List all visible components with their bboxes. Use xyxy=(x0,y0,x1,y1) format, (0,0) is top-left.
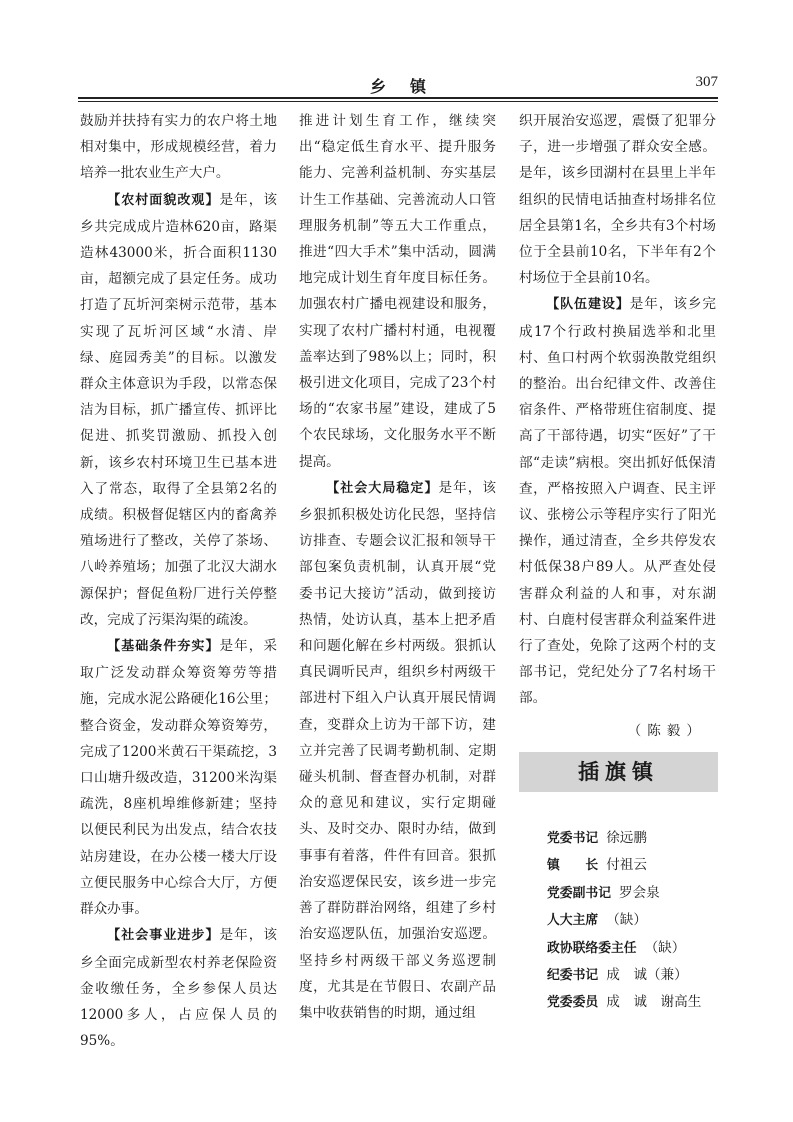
section-team-building xyxy=(519,291,716,711)
staff-role: 镇 长 xyxy=(547,858,599,874)
staff-row xyxy=(547,989,722,1016)
author-signature: （陈毅） xyxy=(627,722,706,739)
staff-row xyxy=(547,935,722,962)
staff-role: 党委委员 xyxy=(547,995,599,1011)
section-text: 是年，该乡全面完成新型农村养老保险资金收缴任务，全乡参保人员达12000多人，占应保人员的95%。 xyxy=(80,927,277,1050)
staff-name: 罗会泉 xyxy=(618,884,660,901)
section-text: 是年，采取广泛发动群众筹资筹劳等措施，完成水泥公路硬化16公里；整合资金，发动群众筹资筹劳，完成了1200米黄石干渠疏挖，3口山塘升级改造，31200米沟渠疏洗，8座机埠维修新建；坚持以便民利民为出发点，结合农技站房建设，在办公楼一楼大厅设立便民服务中心综合大厅，方便群众办事。 xyxy=(80,638,277,918)
page-number: 307 xyxy=(695,74,718,90)
staff-name: 成 诚（兼） xyxy=(606,967,688,984)
staff-role: 人大主席 xyxy=(547,913,599,929)
text-column-3 xyxy=(519,108,716,744)
column-3-intro: 织开展治安巡逻，震慑了犯罪分子，进一步增强了群众安全感。是年，该乡団湖村在县里上半年组织的民情电话抽查村场排名位居全县第1名，全乡共有3个村场位于全县前10名，下半年有2个村场位于全县前10名。 xyxy=(519,113,716,287)
section-social-progress xyxy=(80,922,277,1054)
staff-role: 政协联络委主任 xyxy=(547,940,637,956)
section-text: 是年，该乡狠抓积极处访化民怨，坚持信访排查、专题会议汇报和领导干部包案负责机制，认真开展“党委书记大接访”活动，做到接访热情，处访认真，基本上把矛盾和问题化解在乡村两级。狠抓认真民调听民声，组织乡村两级干部进村下组入户认真开展民情调查，变群众上访为干部下访，建立并完善了民调考勤机制、定期碰头机制、督查督办机制，对群众的意见和建议，实行定期碰头、及时交办、限时办结，做到事事有着落，件件有回音。狠抓治安巡逻保民安，该乡进一步完善了群防群治网络，组建了乡村治安巡逻队伍，加强治安巡逻。坚持乡村两级干部义务巡逻制度，尤其是在节假日、农副产品集中收获销售的时期，通过组 xyxy=(299,479,496,1021)
section-tag: 【社会大局稳定】 xyxy=(326,480,439,496)
town-banner: 插旗镇 xyxy=(519,752,718,792)
section-tag: 【队伍建设】 xyxy=(546,297,630,313)
section-tag: 【社会事业进步】 xyxy=(107,928,220,944)
staff-name: 付祖云 xyxy=(606,857,647,874)
column-2-intro: 推进计划生育工作，继续突出“稳定低生育水平、提升服务能力、完善利益机制、夯实基层计生工作基础、完善流动人口管理服务机制”等五大工作重点，推进“四大手术”集中活动，圆满地完成计划生育年度目标任务。加强农村广播电视建设和服务，实现了农村广播村村通，电视覆盖率达到了98%以上；同时，积极引进文化项目，完成了23个村场的“农家书屋”建设，建成了5个农民球场，文化服务水平不断提高。 xyxy=(299,113,496,470)
page-header xyxy=(78,72,718,98)
header-rule-thin xyxy=(78,101,718,102)
section-village-appearance xyxy=(80,187,277,633)
header-rule-thick xyxy=(78,97,718,99)
staff-list xyxy=(547,825,722,1017)
staff-name: （缺） xyxy=(606,912,647,929)
section-text: 是年，该乡完成17个行政村换届选举和北里村、鱼口村两个软弱涣散党组织的整治。出台纪律文件、改善住宿条件、严格带班住宿制度、提高了干部待遇，切实“医好”了干部“走读”病根。突出抓好低保清查，严格按照入户调查、民主评议、张榜公示等程序实行了阳光操作，通过清查，全乡共停发农村低保38户89人。从严查处侵害群众利益的人和事，对东湖村、白鹿村侵害群众利益案件进行了查处，免除了这两个村的支部书记，党纪处分了7名村场干部。 xyxy=(519,296,716,707)
section-text: 是年，该乡共完成成片造林620亩，路渠造林43000米，折合面积1130亩，超额完成了县定任务。成功打造了瓦圻河栾树示范带，基本实现了瓦圻河区域“水清、岸绿、庭园秀美”的目标。以激发群众主体意识为手段，以常态保洁为目标，抓广播宣传、抓评比促进、抓奖罚激励、抓投入创新，该乡农村环境卫生已基本进入了常态，取得了全县第2名的成绩。积极督促辖区内的畜禽养殖场进行了整改，关停了茶场、八岭养殖场；加强了北汉大湖水源保护；督促鱼粉厂进行关停整改，完成了污渠沟渠的疏浚。 xyxy=(80,191,277,628)
column-1-intro: 鼓励并扶持有实力的农户将土地相对集中，形成规模经营，着力培养一批农业生产大户。 xyxy=(80,113,277,182)
section-tag: 【基础条件夯实】 xyxy=(107,639,220,655)
staff-row xyxy=(547,880,722,907)
staff-row xyxy=(547,852,722,879)
section-tag: 【农村面貌改观】 xyxy=(107,192,220,208)
staff-role: 党委书记 xyxy=(547,831,599,846)
staff-role: 党委副书记 xyxy=(547,885,611,901)
staff-name: 徐远鹏 xyxy=(606,830,647,846)
staff-name: （缺） xyxy=(644,939,686,956)
text-column-1 xyxy=(80,108,277,1054)
staff-name: 成 诚 谢高生 xyxy=(606,994,702,1011)
text-column-2 xyxy=(299,108,496,1026)
running-title: 乡镇 xyxy=(369,77,450,96)
staff-row xyxy=(547,825,722,852)
section-social-stability xyxy=(299,475,496,1026)
staff-role: 纪委书记 xyxy=(547,968,599,984)
staff-row xyxy=(547,907,722,934)
section-infrastructure xyxy=(80,633,277,922)
staff-row xyxy=(547,962,722,989)
